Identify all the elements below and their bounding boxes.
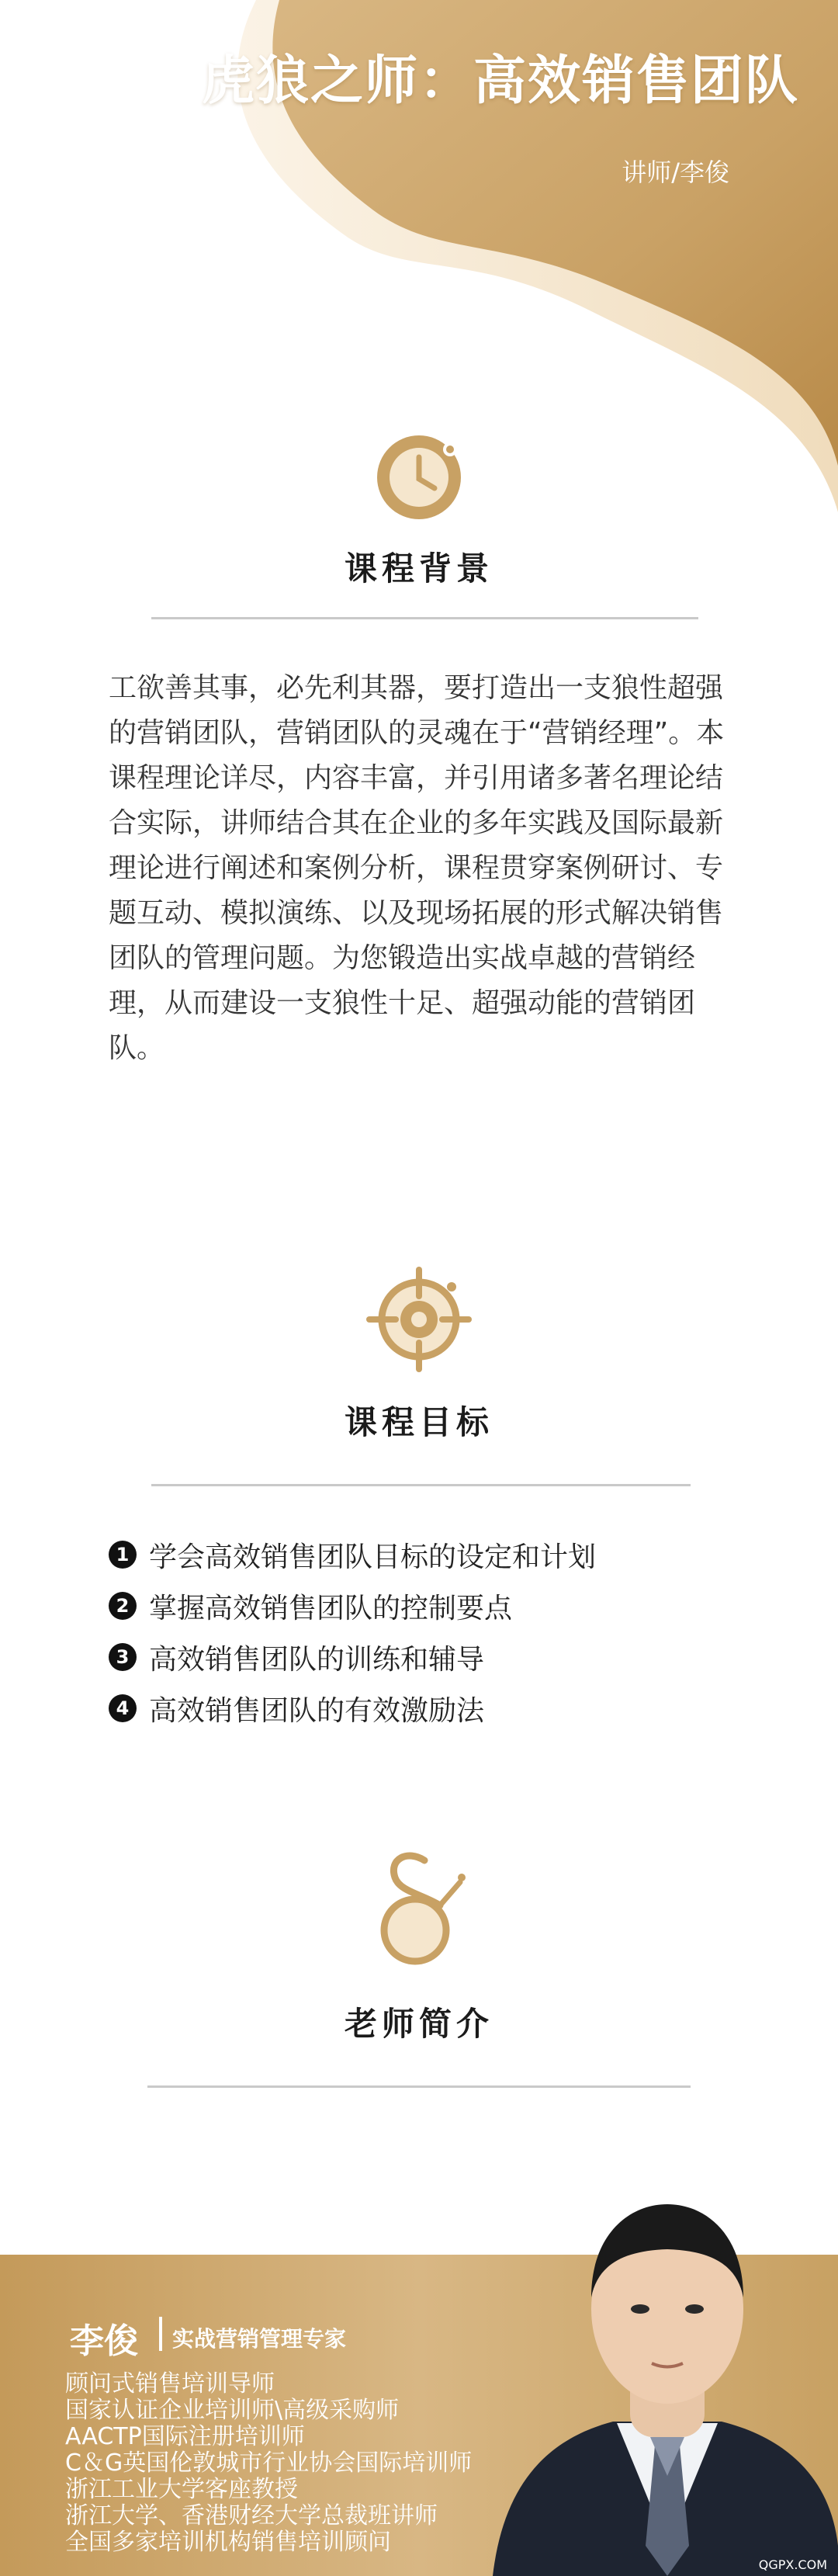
divider (151, 1484, 691, 1486)
teacher-role: 实战营销管理专家 (172, 2326, 347, 2352)
goals-list (109, 1529, 745, 1734)
clock-icon (0, 431, 838, 524)
list-item: 全国多家培训机构销售培训顾问 (65, 2529, 391, 2556)
section-title-goals: 课程目标 (344, 1403, 493, 1441)
number-badge: 3 (109, 1643, 137, 1671)
goal-text: 高效销售团队的有效激励法 (149, 1694, 485, 1727)
list-item (109, 1683, 745, 1734)
ampersand-icon (0, 1843, 838, 1968)
target-icon (0, 1265, 838, 1374)
goal-text: 掌握高效销售团队的控制要点 (149, 1592, 513, 1624)
list-item: 顾问式销售培训导师 (65, 2370, 275, 2397)
watermark: QGPX.COM (758, 2557, 827, 2572)
divider (147, 2085, 691, 2088)
number-badge: 4 (109, 1694, 137, 1722)
goal-text: 高效销售团队的训练和辅导 (149, 1643, 485, 1676)
name-separator (159, 2317, 162, 2351)
number-badge: 2 (109, 1592, 137, 1620)
list-item: AACTP国际注册培训师 (65, 2423, 305, 2450)
page-title: 虎狼之师：高效销售团队 (201, 50, 799, 112)
divider (151, 617, 698, 619)
list-item (109, 1580, 745, 1631)
list-item: 国家认证企业培训师\高级采购师 (65, 2397, 400, 2424)
teacher-portrait (419, 2111, 838, 2576)
goal-text: 学会高效销售团队目标的设定和计划 (149, 1541, 597, 1573)
list-item (109, 1631, 745, 1683)
section-title-teacher: 老师简介 (344, 2005, 493, 2043)
number-badge: 1 (109, 1541, 137, 1569)
list-item (109, 1529, 745, 1580)
list-item: 浙江工业大学客座教授 (65, 2476, 298, 2503)
background-paragraph: 工欲善其事，必先利其器，要打造出一支狼性超强的营销团队，营销团队的灵魂在于“营销经理”。本课程理论详尽，内容丰富，并引用诸多著名理论结合实际，讲师结合其在企业的多年实践及国际最新理论进行阐述和案例分析，课程贯穿案例研讨、专题互动、模拟演练、以及现场拓展的形式解决销售团队的管理问题。为您锻造出实战卓越的营销经理，从而建设一支狼性十足、超强动能的营销团队。 (109, 672, 725, 1064)
teacher-name: 李俊 (70, 2321, 138, 2361)
teacher-credentials (65, 2371, 472, 2556)
lecturer-label: 讲师/李俊 (622, 158, 729, 187)
list-item: 浙江大学、香港财经大学总裁班讲师 (65, 2502, 438, 2529)
list-item: C＆G英国伦敦城市行业协会国际培训师 (65, 2449, 473, 2477)
section-title-background: 课程背景 (344, 550, 493, 588)
